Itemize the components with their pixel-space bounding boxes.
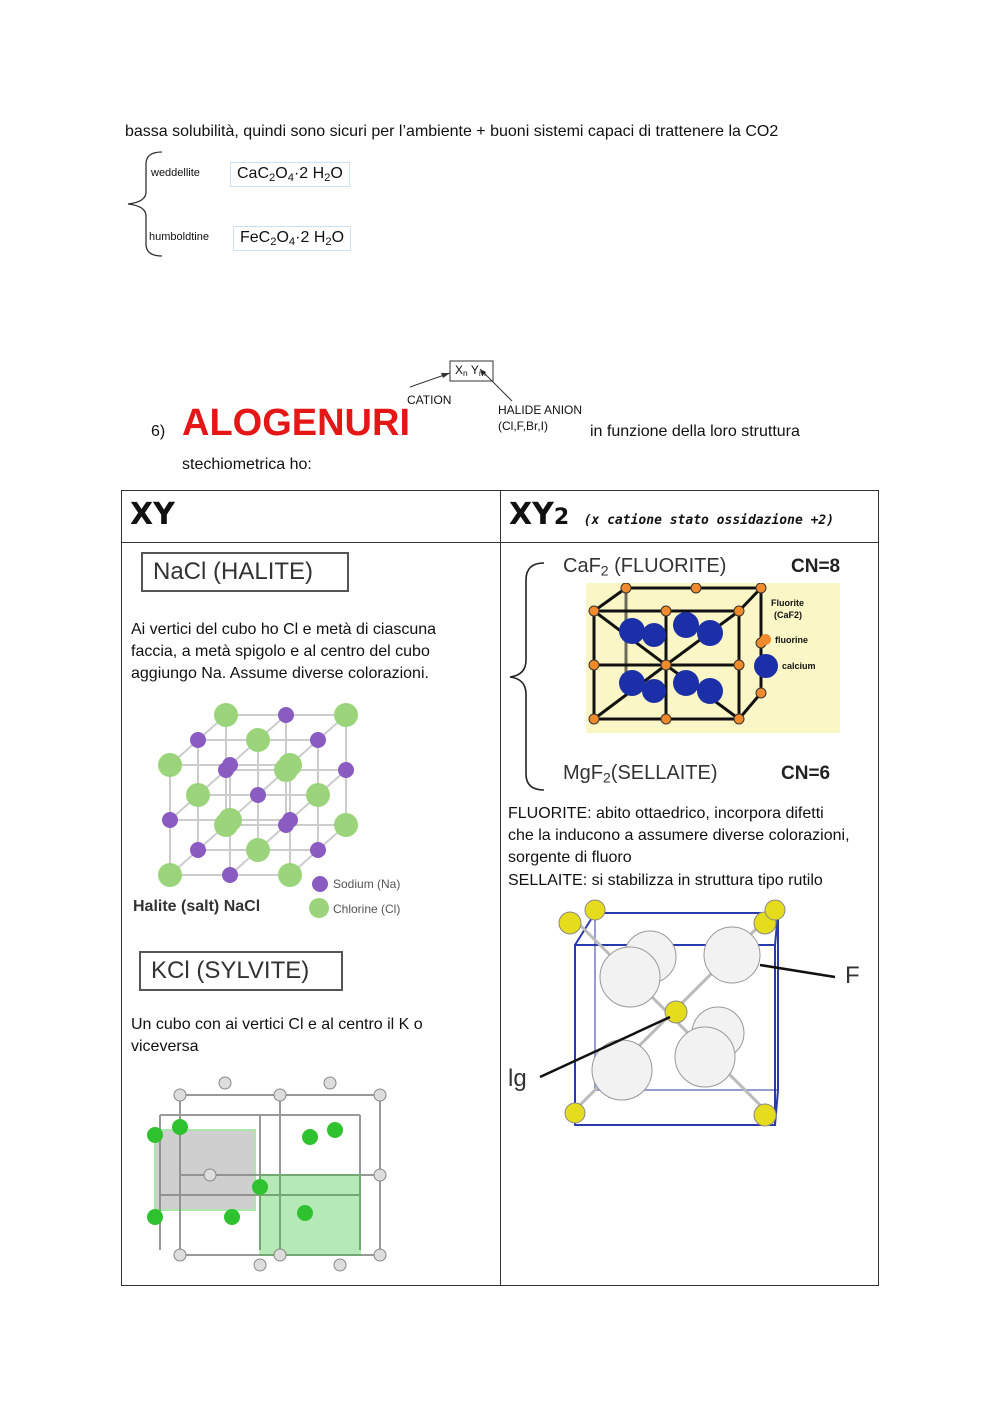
sodium-atom [190,842,206,858]
fluorite-image [586,583,840,733]
header-cell-xy [122,491,501,543]
kcl-lattice-image [140,1075,400,1275]
header-cell-xy2 [501,491,879,543]
section-title: ALOGENURI [182,402,410,444]
chlorine-atom [306,783,330,807]
chlorine-atom [218,808,242,832]
legend-chlorine-dot [309,898,329,918]
rutile-label-mg: lg [508,1065,527,1092]
chlorine-atom [158,863,182,887]
humboldtine-label: humboldtine [149,231,209,243]
kcl-text: Un cubo con ai vertici Cl e al centro il K o viceversa [131,1016,423,1055]
sodium-atom [310,732,326,748]
chlorine-atom [278,863,302,887]
caf2-cn: CN=8 [791,556,841,577]
sodium-atom [222,757,238,773]
intro-text: bassa solubilità, quindi sono sicuri per l’ambiente + buoni sistemi capaci di trattenere la CO2 [125,123,779,140]
sodium-atom [222,867,238,883]
legend-calcium-dot [754,654,778,678]
halite-caption: Halite (salt) NaCl [133,898,261,915]
mgf2-label: MgF$_2$(SELLAITE) [563,762,718,786]
chlorine-atom [278,753,302,777]
mgf2-cn: CN=6 [781,763,831,784]
fluorite-text-1: FLUORITE: abito ottaedrico, incorpora difetti [508,805,824,822]
chlorine-atom [214,703,238,727]
sodium-atom [250,787,266,803]
anion-label: HALIDE ANION [498,403,583,417]
header-xy2: XY2 (x catione stato ossidazione +2) [509,497,835,532]
legend-sodium: Sodium (Na) [333,877,401,891]
legend-sodium-dot [312,876,328,892]
anion-list: (Cl,F,Br,I) [498,419,548,433]
nacl-box: NaCl (HALITE) [141,552,349,592]
section-text-inline: in funzione della loro struttura [590,423,800,440]
nacl-text: Ai vertici del cubo ho Cl e metà di ciascuna faccia, a metà spigolo e al centro del cubo aggiungo Na. Assume diverse colorazioni. [131,621,437,682]
section-number: 6) [151,423,166,440]
section-text-next: stechiometrica ho: [182,456,312,473]
fluorite-legend-formula: (CaF2) [774,610,803,620]
rutile-label-f: F [845,962,860,989]
chlorine-atom [158,753,182,777]
sodium-atom [162,812,178,828]
legend-fluorine-dot [760,634,771,645]
chlorine-atom [186,783,210,807]
sodium-atom [278,707,294,723]
header-xy: XY [130,497,175,532]
kcl-box: KCl (SYLVITE) [139,951,343,991]
chlorine-atom [246,838,270,862]
fluorite-brace [506,560,546,795]
cation-label: CATION [407,393,452,407]
formula-xy: $X_n$ $Y_m$ [455,363,486,379]
chlorine-atom [246,728,270,752]
legend-fluorine: fluorine [775,635,808,645]
humboldtine-formula: $FeC_2O_4\cdot 2$ $H_2O$ [233,226,351,251]
fluorite-text-3: sorgente di fluoro [508,849,632,866]
weddellite-label: weddellite [151,167,200,179]
chlorine-atom [334,813,358,837]
rutile-lattice-image [500,895,870,1135]
sodium-atom [282,812,298,828]
caf2-label: CaF$_2$ (FLUORITE) [563,555,727,579]
fluorite-legend-title: Fluorite [771,598,804,608]
legend-calcium: calcium [782,661,816,671]
sodium-atom [190,732,206,748]
fluorite-text-2: che la inducono a assumere diverse colorazioni, [508,827,850,844]
legend-chlorine: Chlorine (Cl) [333,902,401,916]
sodium-atom [338,762,354,778]
sellaite-text: SELLAITE: si stabilizza in struttura tipo rutilo [508,872,823,889]
chlorine-atom [334,703,358,727]
sodium-atom [310,842,326,858]
header-note: (x catione stato ossidazione +2) [583,513,835,528]
weddellite-formula: $CaC_2O_4\cdot 2$ $H_2O$ [230,162,350,187]
nacl-lattice-image [150,695,410,895]
